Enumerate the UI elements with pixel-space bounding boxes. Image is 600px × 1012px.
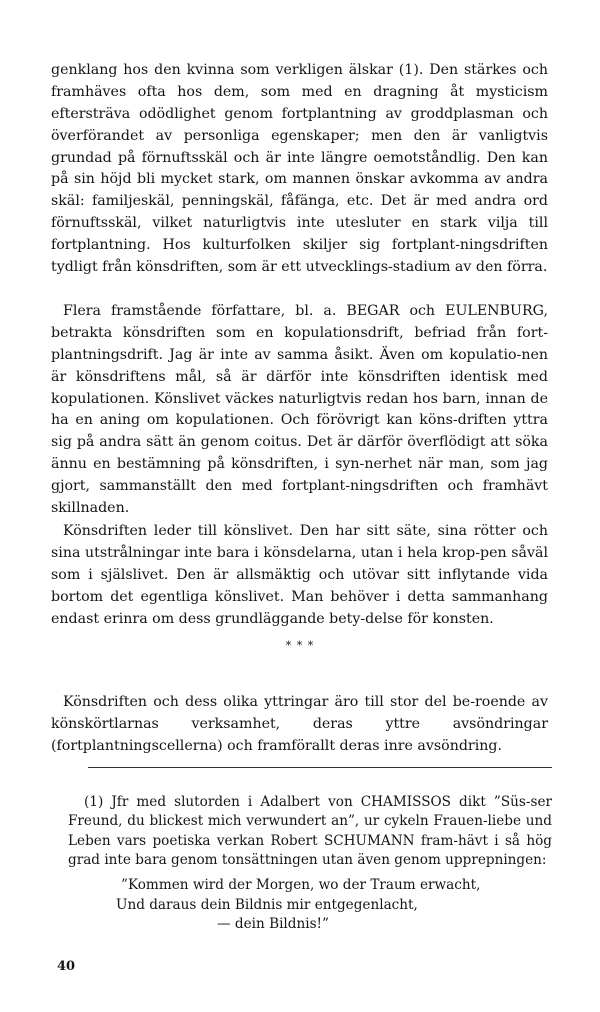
footnote-quote-line-3: — dein Bildnis!” xyxy=(217,916,329,932)
footnote-quote-line-2: Und daraus dein Bildnis mir entgegenlacht, xyxy=(116,897,418,913)
footnote-text: (1) Jfr med slutorden i Adalbert von CHAMISSOS dikt ”Süs-ser Freund, du blickest mich verwundert an”, ur cykeln Frauen-liebe und Leben vars poetiska verkan Robert SCHUMANN fram-hävt i så hög grad inte bara genom tonsättningen utan även genom upprepningen: xyxy=(68,793,552,869)
footnote-divider xyxy=(88,767,552,768)
paragraph-4: Könsdriften och dess olika yttringar äro till stor del be-roende av könskörtlarnas verksamhet, deras yttre avsöndringar (fortplantningscellerna) och framförallt deras inre avsöndring. xyxy=(51,694,548,754)
paragraph-2: Flera framstående författare, bl. a. BEGAR och EULENBURG, betrakta könsdriften som en kopulationsdrift, befriad från fort-plantningsdrift. Jag är inte av samma åsikt. Även om kopulatio-nen är könsdriftens mål, så är därför inte könsdriften identisk med kopulationen. Könslivet väckes naturligtvis redan hos barn, innan de ha en aning om kopulationen. Och förövrigt kan köns-driften yttra sig på andra sätt än genom coitus. Det är därför överflödigt att söka ännu en bestämning på könsdriften, i syn-nerhet när man, som jag gjort, sammanställt den med fortplant-ningsdriften och framhävt skillnaden. xyxy=(51,303,548,516)
paragraph-3: Könsdriften leder till könslivet. Den har sitt säte, sina rötter och sina utstrålningar inte bara i könsdelarna, utan i hela krop-pen såväl som i själslivet. Den är allsmäktig och utövar sitt inflytande vida bortom det egentliga könslivet. Man behöver i detta sammanhang endast erinra om dess grundläggande bety-delse för konsten. xyxy=(51,523,548,627)
paragraph-1: genklang hos den kvinna som verkligen älskar (1). Den stärkes och framhäves ofta hos dem, som med en dragning åt mysticism eftersträva odödlighet genom fortplantning av groddplasman och överförandet av personliga egenskaper; men den är vanligtvis grundad på förnuftsskäl och är inte längre oemotståndlig. Den kan på sin höjd bli mycket stark, om mannen önskar avkomma av andra skäl: familjeskäl, penningskäl, fåfänga, etc. Det är med andra ord förnuftsskäl, vilket naturligtvis inte utesluter en stark vilja till fortplantning. Hos kulturfolken skiljer sig fortplant-ningsdriften tydligt från könsdriften, som är ett utvecklings-stadium av den förra. xyxy=(51,62,548,275)
footnote-quote-line-1: ”Kommen wird der Morgen, wo der Traum erwacht, xyxy=(121,877,481,893)
section-asterism: * * * xyxy=(285,639,315,652)
page-number: 40 xyxy=(57,959,76,974)
